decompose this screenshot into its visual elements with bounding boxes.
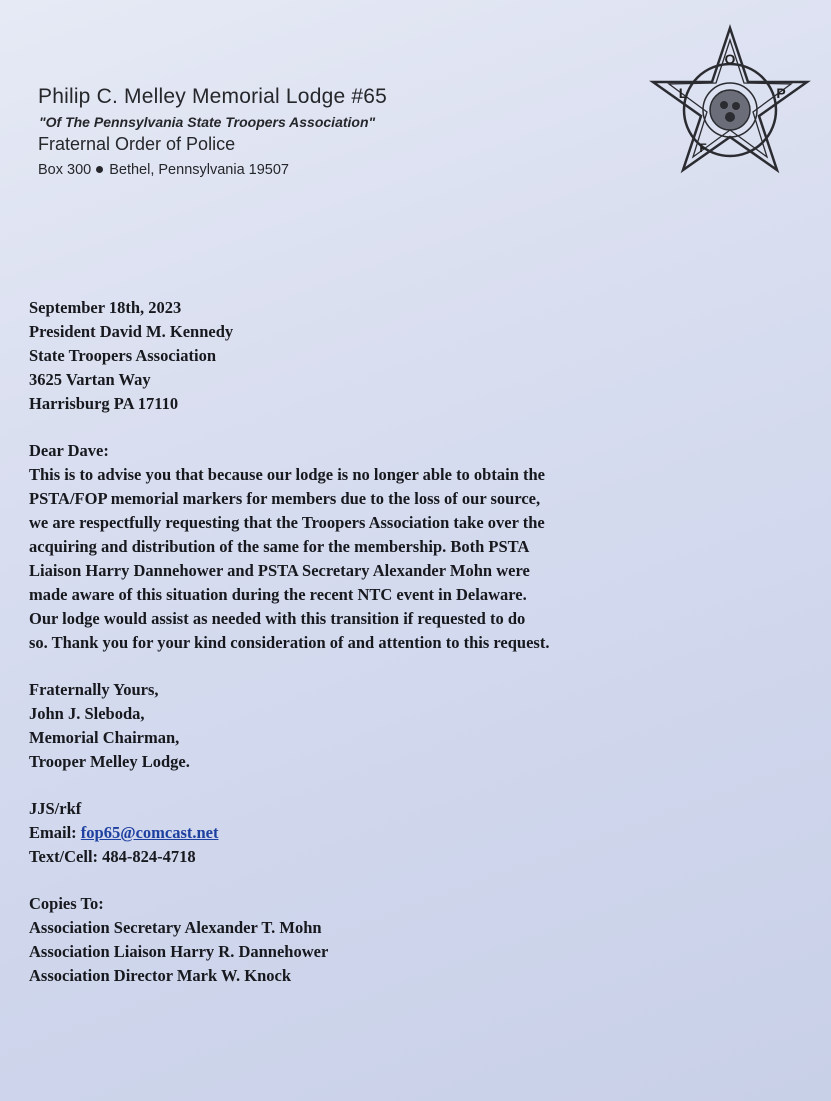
signer-lodge: Trooper Melley Lodge. [29,752,190,771]
signer-name: John J. Sleboda, [29,704,145,723]
salutation: Dear Dave: [29,441,109,460]
signer-title: Memorial Chairman, [29,728,180,747]
seal-letter-p: P [776,85,786,101]
initials: JJS/rkf [29,799,82,818]
copy-recipient: Association Liaison Harry R. Dannehower [29,942,329,961]
email-line [29,821,709,845]
body-line: we are respectfully requesting that the Troopers Association take over the [29,513,545,532]
seal-letter-l: L [678,85,688,101]
bullet-icon [96,166,103,173]
lodge-address [38,158,387,182]
seal-letter-f: F [699,141,707,155]
copies-heading: Copies To: [29,894,104,913]
closing-line: Fraternally Yours, [29,680,159,699]
fop-star-emblem-icon [645,20,815,190]
body-line: Liaison Harry Dannehower and PSTA Secretary Alexander Mohn were [29,561,530,580]
body-line: Our lodge would assist as needed with this transition if requested to do [29,609,526,628]
letter-date: September 18th, 2023 [29,298,182,317]
lodge-name: Philip C. Melley Memorial Lodge #65 [38,85,387,108]
address-box: Box 300 [38,162,92,178]
lodge-motto: "Of The Pennsylvania State Troopers Association" [39,114,376,130]
email-label: Email: [29,823,81,842]
recipient-line: Harrisburg PA 17110 [29,394,179,413]
body-paragraph [29,463,709,655]
email-link[interactable]: fop65@comcast.net [80,823,219,842]
recipient-line: President David M. Kennedy [29,322,234,341]
recipient-line: 3625 Vartan Way [29,370,151,389]
copy-recipient: Association Director Mark W. Knock [29,966,292,985]
body-line: made aware of this situation during the recent NTC event in Delaware. [29,585,527,604]
contact-info [29,821,709,869]
signature-block [29,678,709,774]
letter-body [29,296,709,988]
recipient-address [29,320,709,416]
phone-line: Text/Cell: 484-824-4718 [29,847,196,866]
body-line: PSTA/FOP memorial markers for members due to the loss of our source, [29,489,541,508]
body-line: acquiring and distribution of the same for the membership. Both PSTA [29,537,530,556]
copies-list [29,916,709,988]
organization-name: Fraternal Order of Police [38,134,236,154]
recipient-line: State Troopers Association [29,346,217,365]
seal-letter-o: O [724,51,736,67]
copy-recipient: Association Secretary Alexander T. Mohn [29,918,322,937]
letterhead [38,82,387,182]
body-line: so. Thank you for your kind consideration of and attention to this request. [29,633,550,652]
body-line: This is to advise you that because our lodge is no longer able to obtain the [29,465,545,484]
address-city: Bethel, Pennsylvania 19507 [109,162,289,178]
